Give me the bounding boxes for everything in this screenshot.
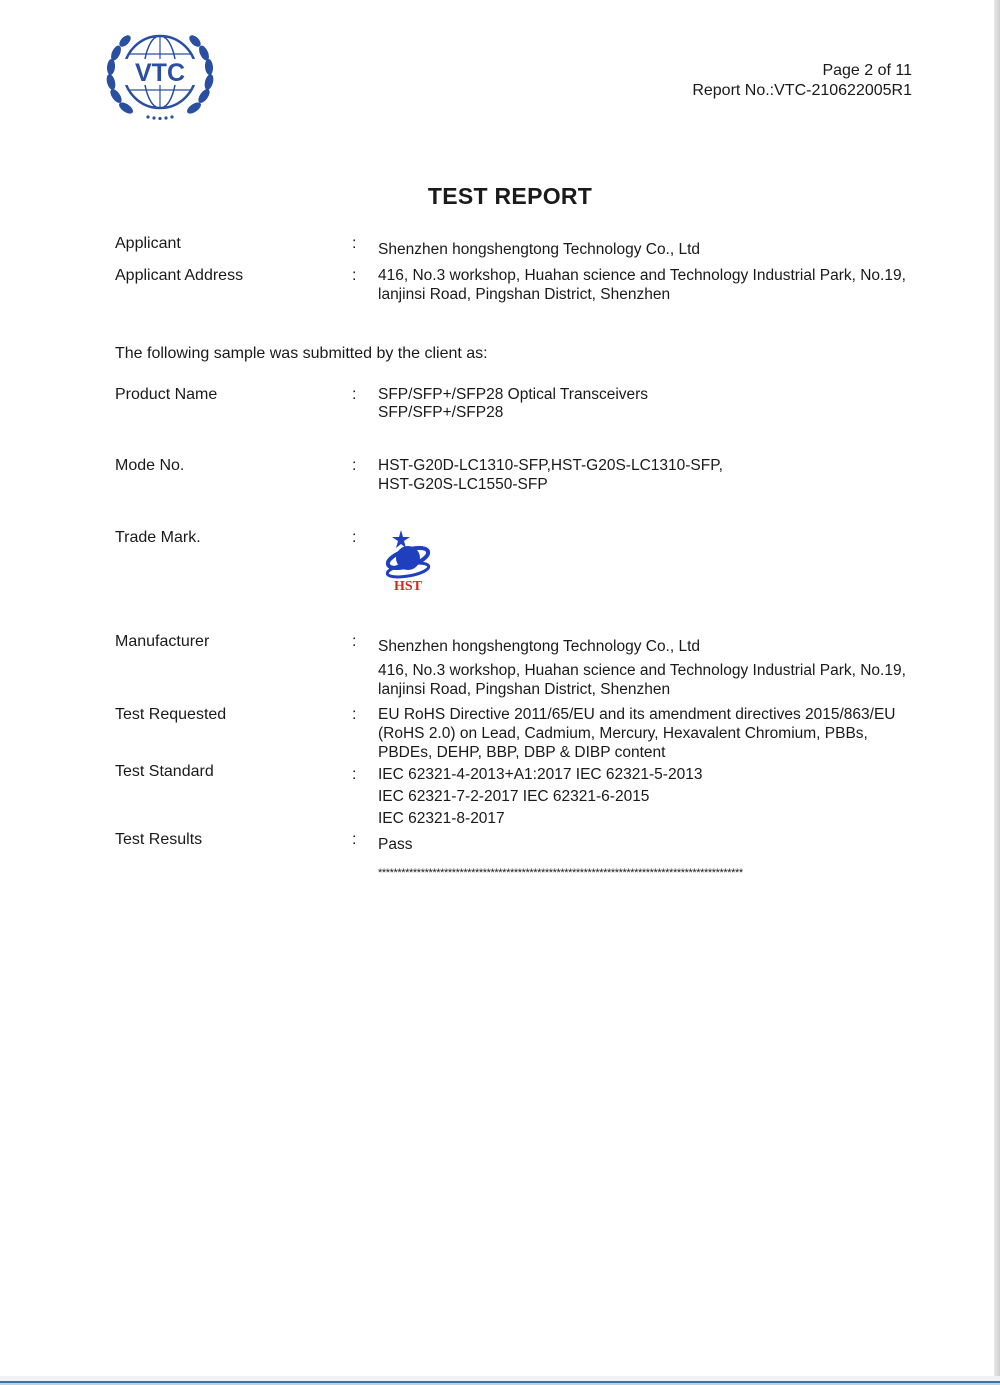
colon: : <box>352 457 357 474</box>
colon: : <box>352 267 357 284</box>
page-number: Page 2 of 11 <box>822 62 912 79</box>
mode-no-line1: HST-G20D-LC1310-SFP,HST-G20S-LC1310-SFP, <box>378 457 723 474</box>
hst-trademark-logo <box>383 528 433 594</box>
test-requested-label: Test Requested <box>115 706 227 723</box>
applicant-value: Shenzhen hongshengtong Technology Co., Ltd <box>378 241 701 258</box>
separator-stars: ********************************************************************************************** <box>378 867 743 879</box>
colon: : <box>352 766 357 783</box>
hst-logo-text: HST <box>393 579 423 594</box>
manufacturer-line2: 416, No.3 workshop, Huahan science and Technology Industrial Park, No.19, <box>378 662 906 679</box>
test-results-value: Pass <box>378 836 413 853</box>
applicant-address-line1: 416, No.3 workshop, Huahan science and Technology Industrial Park, No.19, <box>378 267 906 284</box>
manufacturer-line3: lanjinsi Road, Pingshan District, Shenzhen <box>378 681 671 698</box>
test-results-label: Test Results <box>115 831 203 848</box>
intro-text: The following sample was submitted by the client as: <box>115 345 488 362</box>
vtc-logo-text: VTC <box>135 59 185 87</box>
product-name-label: Product Name <box>115 386 218 403</box>
colon: : <box>352 706 357 723</box>
test-standard-line3: IEC 62321-8-2017 <box>378 810 505 827</box>
test-standard-line1: IEC 62321-4-2013+A1:2017 IEC 62321-5-2013 <box>378 766 703 783</box>
vtc-logo <box>104 26 216 124</box>
applicant-address-label: Applicant Address <box>115 267 244 284</box>
colon: : <box>352 235 357 252</box>
manufacturer-line1: Shenzhen hongshengtong Technology Co., Ltd <box>378 638 701 655</box>
product-name-line1: SFP/SFP+/SFP28 Optical Transceivers <box>378 386 649 403</box>
test-requested-line1: EU RoHS Directive 2011/65/EU and its amendment directives 2015/863/EU <box>378 706 896 723</box>
page-title: TEST REPORT <box>427 183 593 209</box>
trade-mark-label: Trade Mark. <box>115 529 201 546</box>
test-requested-line2: (RoHS 2.0) on Lead, Cadmium, Mercury, Hexavalent Chromium, PBBs, <box>378 725 868 742</box>
colon: : <box>352 831 357 848</box>
page-edge-shadow <box>994 0 1000 1385</box>
test-requested-line3: PBDEs, DEHP, BBP, DBP & DIBP content <box>378 744 666 761</box>
product-name-line2: SFP/SFP+/SFP28 <box>378 404 504 421</box>
mode-no-label: Mode No. <box>115 457 185 474</box>
mode-no-line2: HST-G20S-LC1550-SFP <box>378 476 548 493</box>
test-standard-line2: IEC 62321-7-2-2017 IEC 62321-6-2015 <box>378 788 650 805</box>
colon: : <box>352 529 357 546</box>
manufacturer-label: Manufacturer <box>115 633 210 650</box>
applicant-address-line2: lanjinsi Road, Pingshan District, Shenzhen <box>378 286 671 303</box>
window-bottom-border <box>0 1376 1000 1385</box>
colon: : <box>352 386 357 403</box>
applicant-label: Applicant <box>115 235 181 252</box>
test-standard-label: Test Standard <box>115 763 214 780</box>
colon: : <box>352 633 357 650</box>
header-info <box>692 61 912 101</box>
report-number: Report No.:VTC-210622005R1 <box>692 82 912 99</box>
